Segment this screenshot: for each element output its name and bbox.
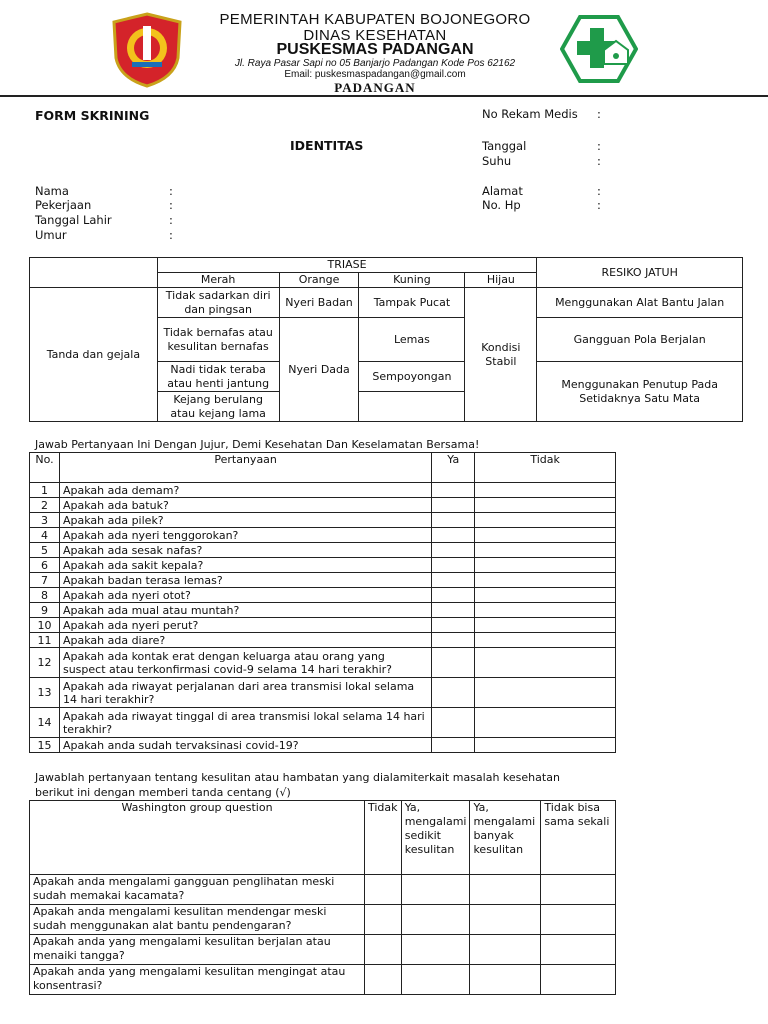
- kuning-item: Tampak Pucat: [359, 288, 465, 318]
- head-wg-sedikit: Ya, mengalami sedikit kesulitan: [401, 801, 470, 875]
- header-rule: [0, 95, 768, 97]
- merah-item: Tidak bernafas atau kesulitan bernafas: [157, 318, 279, 362]
- answer-tidak-cell[interactable]: [475, 513, 616, 528]
- question-no: 12: [30, 648, 60, 678]
- question-row: [30, 483, 616, 498]
- answer-ya-cell[interactable]: [432, 558, 475, 573]
- answer-ya-cell[interactable]: [432, 498, 475, 513]
- washington-row: [30, 875, 616, 905]
- col-orange: Orange: [279, 273, 359, 288]
- answer-wg-tidak-bisa-cell[interactable]: [541, 935, 616, 965]
- question-row: [30, 678, 616, 708]
- question-no: 1: [30, 483, 60, 498]
- answer-wg-sedikit-cell[interactable]: [401, 935, 470, 965]
- answer-ya-cell[interactable]: [432, 648, 475, 678]
- question-row: [30, 528, 616, 543]
- field-pekerjaan: Pekerjaan: [35, 198, 92, 212]
- question-row: [30, 588, 616, 603]
- header-email: Email: puskesmaspadangan@gmail.com: [284, 69, 466, 80]
- question-no: 14: [30, 708, 60, 738]
- row-label: Tanda dan gejala: [30, 288, 158, 422]
- answer-tidak-cell[interactable]: [475, 483, 616, 498]
- questions-intro: Jawab Pertanyaan Ini Dengan Jujur, Demi Kesehatan Dan Keselamatan Bersama!: [35, 438, 480, 451]
- question-row: [30, 543, 616, 558]
- answer-tidak-cell[interactable]: [475, 528, 616, 543]
- answer-ya-cell[interactable]: [432, 483, 475, 498]
- answer-wg-tidak-cell[interactable]: [365, 875, 402, 905]
- col-merah: Merah: [157, 273, 279, 288]
- hijau-item: Kondisi Stabil: [465, 288, 537, 422]
- kuning-item: Lemas: [359, 318, 465, 362]
- answer-wg-banyak-cell[interactable]: [470, 875, 541, 905]
- answer-wg-banyak-cell[interactable]: [470, 935, 541, 965]
- question-text: Apakah ada diare?: [59, 633, 431, 648]
- question-row: [30, 498, 616, 513]
- washington-row: [30, 965, 616, 995]
- question-row: [30, 633, 616, 648]
- question-no: 10: [30, 618, 60, 633]
- answer-wg-tidak-bisa-cell[interactable]: [541, 905, 616, 935]
- section-identitas: IDENTITAS: [290, 138, 364, 153]
- risk-item: Gangguan Pola Berjalan: [537, 318, 743, 362]
- question-text: Apakah ada riwayat perjalanan dari area transmisi lokal selama 14 hari terakhir?: [59, 678, 431, 708]
- field-alamat: Alamat: [482, 184, 523, 198]
- orange-item: Nyeri Dada: [279, 318, 359, 422]
- col-hijau: Hijau: [465, 273, 537, 288]
- question-row: [30, 618, 616, 633]
- field-no-hp: No. Hp: [482, 198, 521, 212]
- colon: :: [169, 184, 173, 198]
- risk-header: RESIKO JATUH: [537, 258, 743, 288]
- question-text: Apakah ada demam?: [59, 483, 431, 498]
- question-no: 4: [30, 528, 60, 543]
- answer-tidak-cell[interactable]: [475, 738, 616, 753]
- head-wg-tidak: Tidak: [365, 801, 402, 875]
- merah-item: Kejang berulang atau kejang lama: [157, 392, 279, 422]
- kuning-item: Sempoyongan: [359, 362, 465, 392]
- head-wg-tidak-bisa: Tidak bisa sama sekali: [541, 801, 616, 875]
- colon: :: [597, 107, 601, 121]
- answer-ya-cell[interactable]: [432, 678, 475, 708]
- question-text: Apakah ada nyeri tenggorokan?: [59, 528, 431, 543]
- head-wg-banyak: Ya, mengalami banyak kesulitan: [470, 801, 541, 875]
- field-tanggal-lahir: Tanggal Lahir: [35, 213, 112, 227]
- answer-ya-cell[interactable]: [432, 573, 475, 588]
- washington-row: [30, 905, 616, 935]
- question-no: 5: [30, 543, 60, 558]
- question-no: 6: [30, 558, 60, 573]
- header-puskesmas: PUSKESMAS PADANGAN: [276, 41, 474, 58]
- header-gov: PEMERINTAH KABUPATEN BOJONEGORO: [219, 11, 531, 28]
- answer-wg-sedikit-cell[interactable]: [401, 905, 470, 935]
- answer-wg-tidak-cell[interactable]: [365, 965, 402, 995]
- washington-question: Apakah anda mengalami kesulitan mendengar meski sudah menggunakan alat bantu pendengaran?: [30, 905, 365, 935]
- question-no: 15: [30, 738, 60, 753]
- colon: :: [169, 198, 173, 212]
- field-nama: Nama: [35, 184, 69, 198]
- answer-tidak-cell[interactable]: [475, 633, 616, 648]
- question-no: 8: [30, 588, 60, 603]
- bojonegoro-emblem-icon: [108, 12, 186, 88]
- question-no: 2: [30, 498, 60, 513]
- form-title: FORM SKRINING: [35, 108, 150, 123]
- answer-ya-cell[interactable]: [432, 528, 475, 543]
- answer-wg-sedikit-cell[interactable]: [401, 965, 470, 995]
- colon: :: [597, 198, 601, 212]
- head-no: No.: [30, 453, 60, 483]
- header-place: PADANGAN: [334, 80, 416, 95]
- answer-tidak-cell[interactable]: [475, 648, 616, 678]
- field-suhu: Suhu: [482, 154, 512, 168]
- answer-tidak-cell[interactable]: [475, 603, 616, 618]
- merah-item: Nadi tidak teraba atau henti jantung: [157, 362, 279, 392]
- answer-wg-tidak-bisa-cell[interactable]: [541, 875, 616, 905]
- answer-tidak-cell[interactable]: [475, 573, 616, 588]
- question-text: Apakah ada riwayat tinggal di area transmisi lokal selama 14 hari terakhir?: [59, 708, 431, 738]
- field-no-rekam-medis: No Rekam Medis: [482, 107, 578, 121]
- colon: :: [169, 228, 173, 242]
- kuning-empty: [359, 392, 465, 422]
- question-no: 11: [30, 633, 60, 648]
- answer-tidak-cell[interactable]: [475, 678, 616, 708]
- answer-tidak-cell[interactable]: [475, 498, 616, 513]
- question-no: 13: [30, 678, 60, 708]
- question-text: Apakah anda sudah tervaksinasi covid-19?: [59, 738, 431, 753]
- colon: :: [597, 139, 601, 153]
- answer-ya-cell[interactable]: [432, 618, 475, 633]
- answer-ya-cell[interactable]: [432, 738, 475, 753]
- washington-question: Apakah anda yang mengalami kesulitan berjalan atau menaiki tangga?: [30, 935, 365, 965]
- header-address: Jl. Raya Pasar Sapi no 05 Banjarjo Padangan Kode Pos 62162: [234, 58, 516, 69]
- washington-question: Apakah anda yang mengalami kesulitan mengingat atau konsentrasi?: [30, 965, 365, 995]
- washington-row: [30, 935, 616, 965]
- answer-wg-tidak-cell[interactable]: [365, 935, 402, 965]
- answer-wg-tidak-bisa-cell[interactable]: [541, 965, 616, 995]
- washington-intro-2: berikut ini dengan memberi tanda centang (√): [35, 786, 291, 799]
- washington-question: Apakah anda mengalami gangguan penglihatan meski sudah memakai kacamata?: [30, 875, 365, 905]
- header-dept: DINAS KESEHATAN: [303, 27, 447, 44]
- field-tanggal: Tanggal: [482, 139, 527, 153]
- answer-ya-cell[interactable]: [432, 708, 475, 738]
- colon: :: [597, 154, 601, 168]
- question-text: Apakah ada sesak nafas?: [59, 543, 431, 558]
- triase-header: TRIASE: [157, 258, 537, 273]
- answer-tidak-cell[interactable]: [475, 618, 616, 633]
- answer-ya-cell[interactable]: [432, 513, 475, 528]
- head-ya: Ya: [432, 453, 475, 483]
- washington-intro-1: Jawablah pertanyaan tentang kesulitan atau hambatan yang dialamiterkait masalah kesehatan: [35, 771, 560, 784]
- answer-wg-sedikit-cell[interactable]: [401, 875, 470, 905]
- head-tidak: Tidak: [475, 453, 616, 483]
- triase-table: [29, 257, 743, 422]
- orange-item: Nyeri Badan: [279, 288, 359, 318]
- answer-wg-tidak-cell[interactable]: [365, 905, 402, 935]
- triase-corner: [30, 258, 158, 288]
- question-no: 3: [30, 513, 60, 528]
- questions-table: [29, 452, 616, 753]
- question-text: Apakah ada nyeri otot?: [59, 588, 431, 603]
- question-text: Apakah ada mual atau muntah?: [59, 603, 431, 618]
- answer-ya-cell[interactable]: [432, 588, 475, 603]
- head-wg-question: Washington group question: [30, 801, 365, 875]
- question-text: Apakah ada pilek?: [59, 513, 431, 528]
- question-row: [30, 603, 616, 618]
- colon: :: [169, 213, 173, 227]
- answer-tidak-cell[interactable]: [475, 543, 616, 558]
- answer-ya-cell[interactable]: [432, 543, 475, 558]
- merah-item: Tidak sadarkan diri dan pingsan: [157, 288, 279, 318]
- answer-tidak-cell[interactable]: [475, 708, 616, 738]
- question-no: 7: [30, 573, 60, 588]
- field-umur: Umur: [35, 228, 67, 242]
- question-row: [30, 558, 616, 573]
- puskesmas-logo-icon: [560, 14, 638, 84]
- question-row: [30, 573, 616, 588]
- question-text: Apakah ada nyeri perut?: [59, 618, 431, 633]
- answer-tidak-cell[interactable]: [475, 588, 616, 603]
- risk-item: Menggunakan Alat Bantu Jalan: [537, 288, 743, 318]
- answer-ya-cell[interactable]: [432, 603, 475, 618]
- answer-ya-cell[interactable]: [432, 633, 475, 648]
- question-row: [30, 513, 616, 528]
- answer-tidak-cell[interactable]: [475, 558, 616, 573]
- head-question: Pertanyaan: [59, 453, 431, 483]
- colon: :: [597, 184, 601, 198]
- question-text: Apakah ada batuk?: [59, 498, 431, 513]
- risk-item: Menggunakan Penutup Pada Setidaknya Satu Mata: [537, 362, 743, 422]
- answer-wg-banyak-cell[interactable]: [470, 965, 541, 995]
- question-text: Apakah ada kontak erat dengan keluarga atau orang yang suspect atau terkonfirmasi covid-9 selama 14 hari terakhir?: [59, 648, 431, 678]
- question-text: Apakah ada sakit kepala?: [59, 558, 431, 573]
- question-row: [30, 708, 616, 738]
- col-kuning: Kuning: [359, 273, 465, 288]
- question-no: 9: [30, 603, 60, 618]
- answer-wg-banyak-cell[interactable]: [470, 905, 541, 935]
- question-row: [30, 648, 616, 678]
- question-text: Apakah badan terasa lemas?: [59, 573, 431, 588]
- question-row: [30, 738, 616, 753]
- washington-table: [29, 800, 616, 995]
